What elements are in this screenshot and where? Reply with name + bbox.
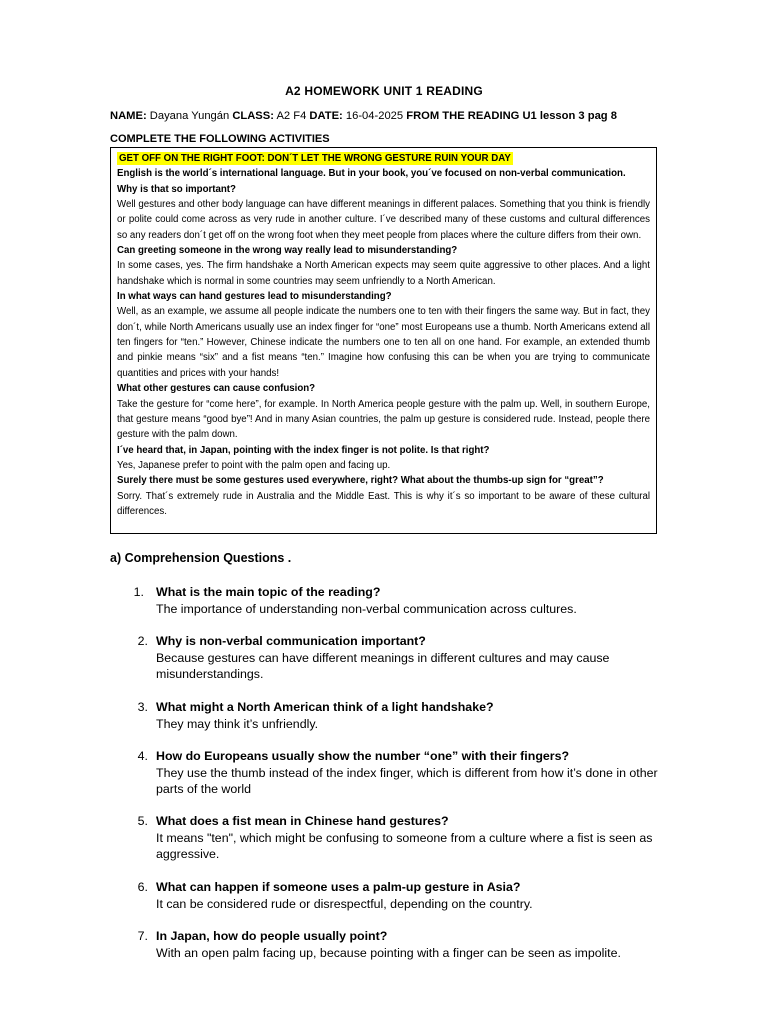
question-item (120, 584, 660, 617)
reading-intro: English is the world´s international language. But in your book, you´ve focused on non-verbal communication. (117, 168, 626, 180)
question-item (120, 748, 660, 798)
question-item (120, 879, 660, 912)
answer-text: They use the thumb instead of the index finger, which is different from how it’s done in other parts of the world (156, 765, 658, 796)
name-value: Dayana Yungán (146, 110, 233, 122)
reading-answer: Take the gesture for “come here”, for example. In North America people gesture with the palm up. Well, in southern Europe, that gesture means “good bye”! And in many Asian countries, the palm up gesture is considered rude. Instead, people there gesture with the palm down. (117, 398, 650, 441)
question-number: 5. (137, 814, 148, 828)
section-title: a) Comprehension Questions . (110, 551, 292, 565)
reading-answer: Yes, Japanese prefer to point with the palm open and facing up. (117, 459, 391, 471)
class-label: CLASS: (232, 110, 274, 122)
question-text: What might a North American think of a light handshake? (156, 700, 494, 714)
reading-answer: Well, as an example, we assume all people indicate the numbers one to ten with their fingers the same way. But in fact, they don´t, while North Americans usually use an index finger for “one” most Europeans use a thumb. North Americans extend all ten fingers for “ten.” However, Chinese indicate the numbers one to ten all on one hand. For example, an extended thumb and pinkie means “six” and a fist means “ten.” Imagine how confusing this can be when you are trying to communicate quantities and prices with your hands! (117, 306, 650, 379)
question-text: In Japan, how do people usually point? (156, 929, 388, 943)
source-label: FROM THE READING U1 lesson 3 pag 8 (406, 110, 617, 122)
question-number: 7. (137, 929, 148, 943)
reading-question: Surely there must be some gestures used everywhere, right? What about the thumbs-up sign for “great”? (117, 475, 604, 487)
question-text: How do Europeans usually show the number “one” with their fingers? (156, 749, 570, 763)
instructions: COMPLETE THE FOLLOWING ACTIVITIES (110, 133, 330, 145)
reading-question: Why is that so important? (117, 183, 236, 195)
question-number: 4. (137, 749, 148, 763)
question-number: 2. (137, 634, 148, 648)
question-number: 1. (133, 585, 144, 599)
reading-answer: In some cases, yes. The firm handshake a North American expects may seem quite aggressive to other places. And a light handshake which is normal in some countries may seem unfriendly to a North American. (117, 260, 650, 287)
question-item (120, 928, 660, 961)
answer-text: It can be considered rude or disrespectful, depending on the country. (156, 896, 533, 911)
reading-answer: Sorry. That´s extremely rude in Australia and the Middle East. This is why it´s so important to be aware of these cultural differences. (117, 490, 650, 517)
question-item (120, 699, 660, 732)
question-number: 3. (137, 700, 148, 714)
question-text: Why is non-verbal communication important? (156, 634, 426, 648)
reading-question: In what ways can hand gestures lead to misunderstanding? (117, 291, 392, 303)
answer-text: With an open palm facing up, because pointing with a finger can be seen as impolite. (156, 945, 621, 960)
question-item (120, 633, 660, 683)
reading-question: What other gestures can cause confusion? (117, 383, 316, 395)
question-text: What is the main topic of the reading? (156, 585, 381, 599)
reading-question: Can greeting someone in the wrong way really lead to misunderstanding? (117, 245, 458, 257)
answer-text: It means "ten", which might be confusing to someone from a culture where a fist is seen as aggressive. (156, 830, 653, 861)
student-info-line (110, 110, 617, 122)
date-value: 16-04-2025 (342, 110, 407, 122)
reading-box (110, 147, 657, 534)
question-text: What can happen if someone uses a palm-up gesture in Asia? (156, 880, 521, 894)
reading-answer: Well gestures and other body language can have different meanings in different palaces. Something that you think is friendly or polite could come across as very rude in another culture. I´ve described many of these customs and cultural differences so any readers don´t get off on the wrong foot when they meet people from places where the culture differs from their own. (117, 199, 650, 241)
name-label: NAME: (110, 110, 147, 122)
question-text: What does a fist mean in Chinese hand gestures? (156, 814, 449, 828)
answer-text: Because gestures can have different meanings in different cultures and may cause misunderstandings. (156, 650, 610, 681)
answer-text: They may think it’s unfriendly. (156, 716, 319, 731)
answer-text: The importance of understanding non-verbal communication across cultures. (156, 601, 577, 616)
question-item (120, 813, 660, 863)
page-title: A2 HOMEWORK UNIT 1 READING (285, 84, 483, 98)
reading-question: I´ve heard that, in Japan, pointing with the index finger is not polite. Is that right? (117, 444, 490, 456)
reading-heading: GET OFF ON THE RIGHT FOOT: DON´T LET THE WRONG GESTURE RUIN YOUR DAY (119, 153, 511, 164)
date-label: DATE: (309, 110, 343, 122)
question-number: 6. (137, 880, 148, 894)
class-value: A2 F4 (273, 110, 310, 122)
